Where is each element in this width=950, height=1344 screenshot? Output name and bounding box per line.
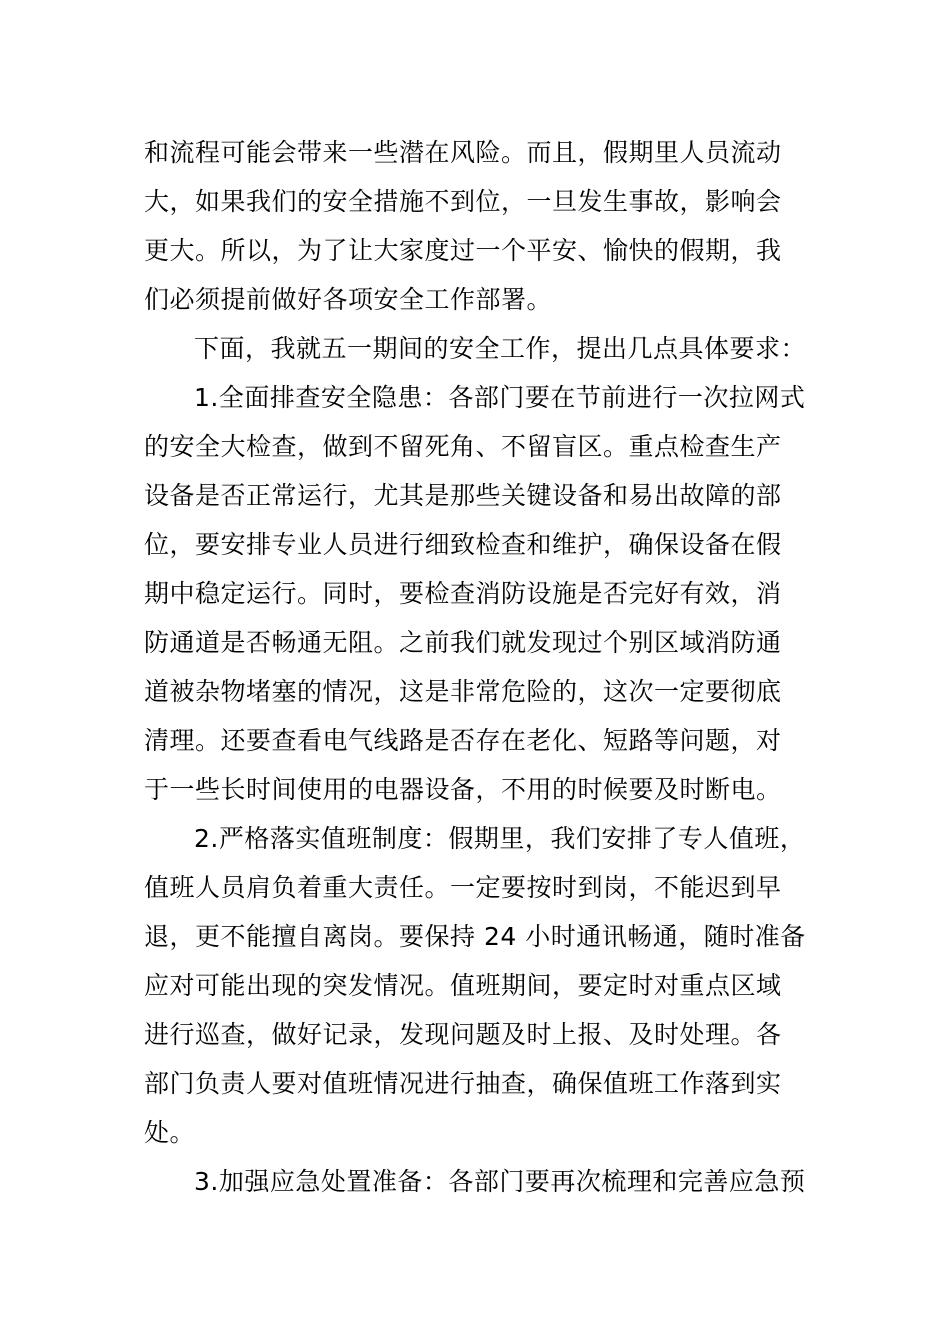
text-line: 更大。所以，为了让大家度过一个平安、愉快的假期，我: [144, 236, 782, 265]
text-line: 处。: [144, 1118, 196, 1147]
text-line: 进行巡查，做好记录，发现问题及时上报、及时处理。各: [144, 1020, 782, 1049]
document-body: [144, 128, 808, 1206]
text-line: 清理。还要查看电气线路是否存在老化、短路等问题，对: [144, 726, 782, 755]
text-line: 期中稳定运行。同时，要检查消防设施是否完好有效，消: [144, 579, 782, 608]
text-line: 道被杂物堵塞的情况，这是非常危险的，这次一定要彻底: [144, 677, 782, 706]
text-line: 1.全面排查安全隐患：各部门要在节前进行一次拉网式: [194, 383, 806, 412]
text-line: 们必须提前做好各项安全工作部署。: [144, 285, 553, 314]
text-line: 和流程可能会带来一些潜在风险。而且，假期里人员流动: [144, 138, 782, 167]
text-line: 3.加强应急处置准备：各部门要再次梳理和完善应急预: [194, 1167, 806, 1196]
text-line: 大，如果我们的安全措施不到位，一旦发生事故，影响会: [144, 187, 782, 216]
text-line: 值班人员肩负着重大责任。一定要按时到岗，不能迟到早: [144, 873, 782, 902]
text-line: 2.严格落实值班制度：假期里，我们安排了专人值班，: [194, 824, 806, 853]
text-line: 应对可能出现的突发情况。值班期间，要定时对重点区域: [144, 971, 782, 1000]
paragraph-intro-continuation: [144, 128, 808, 324]
text-line: 设备是否正常运行，尤其是那些关键设备和易出故障的部: [144, 481, 782, 510]
text-line: 的安全大检查，做到不留死角、不留盲区。重点检查生产: [144, 432, 782, 461]
text-line: 于一些长时间使用的电器设备，不用的时候要及时断电。: [144, 775, 782, 804]
text-line: 防通道是否畅通无阻。之前我们就发现过个别区域消防通: [144, 628, 782, 657]
text-line: 部门负责人要对值班情况进行抽查，确保值班工作落到实: [144, 1069, 782, 1098]
text-line: 位，要安排专业人员进行细致检查和维护，确保设备在假: [144, 530, 782, 559]
paragraph-item-2: [144, 814, 808, 1157]
text-line: 退，更不能擅自离岗。要保持 24 小时通讯畅通，随时准备: [144, 922, 806, 951]
paragraph-item-1: [144, 373, 808, 814]
paragraph-item-3: [144, 1157, 808, 1206]
text-line: 下面，我就五一期间的安全工作，提出几点具体要求：: [194, 334, 807, 363]
paragraph-requirements-lead: [144, 324, 808, 373]
